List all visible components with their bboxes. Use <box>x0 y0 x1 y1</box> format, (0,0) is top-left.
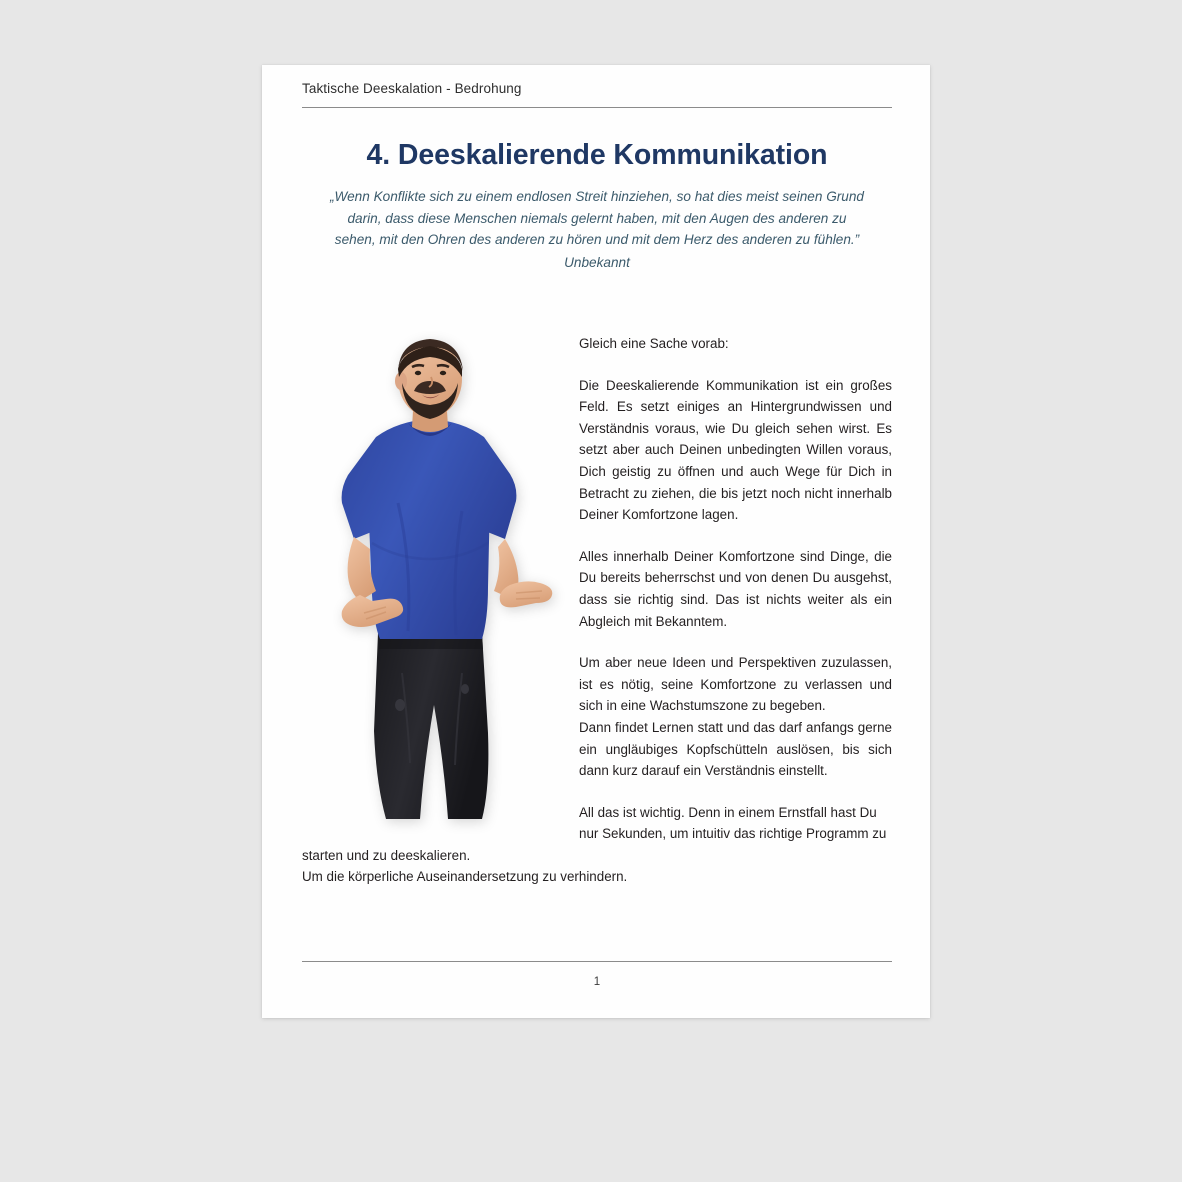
body-paragraph: Dann findet Lernen statt und das darf anfangs gerne ein ungläubiges Kopfschütteln auslösen, bis sich dann kurz darauf ein Verständnis einstellt. <box>579 719 892 779</box>
person-illustration <box>302 333 557 823</box>
body-paragraph: Gleich eine Sache vorab: <box>579 336 729 351</box>
body-paragraph: Um aber neue Ideen und Perspektiven zuzulassen, ist es nötig, seine Komfortzone zu verlassen und sich in eine Wachstumszone zu begeben. <box>579 655 892 714</box>
pull-quote <box>330 186 864 273</box>
page-title: 4. Deeskalierende Kommunikation <box>366 139 828 171</box>
body-paragraph: Die Deeskalierende Kommunikation ist ein großes Feld. Es setzt einiges an Hintergrundwissen und Verständnis voraus, wie Du gleich sehen wirst. Es setzt aber auch Deinen unbedingten Willen voraus, Dich geistig zu öffnen und auch Wege für Dich in Betracht zu ziehen, die bis jetzt noch nicht innerhalb Deiner Komfortzone lagen. <box>579 377 892 523</box>
body-content <box>302 333 892 888</box>
figure-person-photo <box>302 333 557 823</box>
body-paragraph: Um die körperliche Auseinandersetzung zu verhindern. <box>302 869 628 885</box>
page-header <box>302 81 892 108</box>
quote-attribution: Unbekannt <box>564 254 630 270</box>
page-footer <box>302 961 892 988</box>
body-paragraph: All das ist wichtig. Denn in einem Ernstfall hast Du nur Sekunden, um intuitiv das richtige Programm zu starten und zu deeskalieren. <box>302 804 887 863</box>
page-number: 1 <box>593 976 601 988</box>
body-paragraph: Alles innerhalb Deiner Komfortzone sind Dinge, die Du bereits beherrschst und von denen Du ausgehst, dass sie richtig sind. Das ist nichts weiter als ein Abgleich mit Bekanntem. <box>579 548 892 629</box>
quote-text: „Wenn Konflikte sich zu einem endlosen Streit hinziehen, so hat dies meist seinen Grund darin, dass diese Menschen niemals gelernt haben, mit den Augen des anderen zu sehen, mit den Ohren des anderen zu hören und mit dem Herz des anderen zu fühlen.” <box>330 189 864 247</box>
running-head: Taktische Deeskalation - Bedrohung <box>302 81 522 96</box>
document-page <box>262 65 930 1018</box>
footer-rule <box>302 961 892 962</box>
header-rule <box>302 107 892 108</box>
